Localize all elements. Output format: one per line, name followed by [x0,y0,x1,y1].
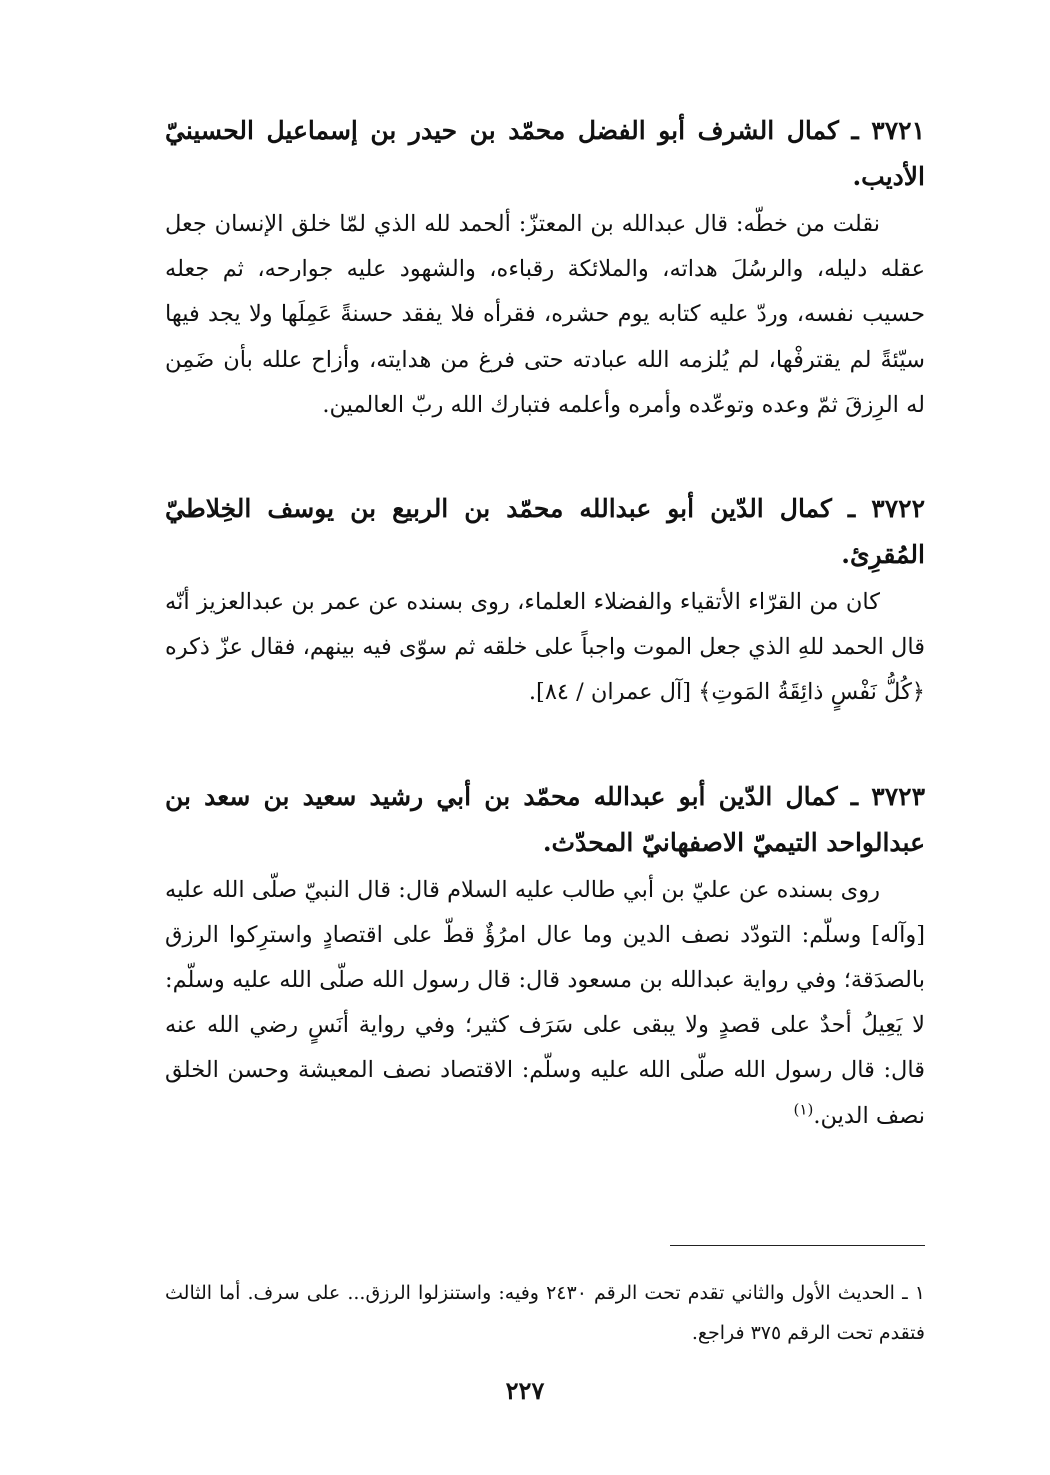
entry-3722 [165,486,925,716]
entry-3723 [165,774,925,1139]
entry-body-text: روى بسنده عن عليّ بن أبي طالب عليه السلام قال: قال النبيّ صلّى الله عليه [وآله] وسلّم: التودّد نصف الدين وما عال امرُؤٌ قطّ على اقتصادٍ واسترِكوا الرزق بالصدَقة؛ وفي رواية عبدالله بن مسعود قال: قال رسول الله صلّى الله عليه وسلّم: لا يَعِيلُ أحدٌ على قصدٍ ولا يبقى على سَرَف كثير؛ وفي رواية أنَسٍ رضي الله عنه قال: قال رسول الله صلّى الله عليه وسلّم: الاقتصاد نصف المعيشة وحسن الخلق نصف الدين. [165,876,925,1129]
footnote: ١ ـ الحديث الأول والثاني تقدم تحت الرقم ٢٤٣٠ وفيه: واستنزلوا الرزق... على سرف. أما الثالث فتقدم تحت الرقم ٣٧٥ فراجع. [165,1282,925,1344]
entry-body [165,868,925,1139]
footnote-reference[interactable]: (١) [793,1100,814,1119]
entry-title: ٣٧٢١ ـ كمال الشرف أبو الفضل محمّد بن حيدر بن إسماعيل الحسينيّ الأديب. [165,116,925,191]
entries-list [165,108,925,1197]
entry-body: نقلت من خطّه: قال عبدالله بن المعتزّ: ألحمد لله الذي لمّا خلق الإنسان جعل عقله دليله، والرسُلَ هداته، والملائكة رقباءه، والشهود عليه جوارحه، ثم جعله حسيب نفسه، وردّ عليه كتابه يوم حشره، فقرأه فلا يفقد حسنةً عَمِلَها ولا يجد فيها سيّئةً لم يقترفْها، لم يُلزمه الله عبادته حتى فرغ من هدايته، وأزاح علله بأن ضَمِن له الرِزقَ ثمّ وعده وتوعّده وأمره وأعلمه فتبارك الله ربّ العالمين. [165,211,925,418]
entry-title: ٣٧٢٢ ـ كمال الدّين أبو عبدالله محمّد بن الربيع بن يوسف الخِلاطيّ المُقرِئ. [165,494,925,570]
footnote-divider [670,1245,925,1246]
page-number: ٢٢٧ [505,1376,545,1405]
entry-body: كان من القرّاء الأتقياء والفضلاء العلماء، روى بسنده عن عمر بن عبدالعزيز أنّه قال الحمد للهِ الذي جعل الموت واجباً على خلقه ثم سوّى فيه بينهم، فقال عزّ ذكره ﴿كُلُّ نَفْسٍ ذائِقَةُ المَوتِ﴾ [آل عمران / ٨٤]. [165,589,925,706]
entry-title: ٣٧٢٣ ـ كمال الدّين أبو عبدالله محمّد بن أبي رشيد سعيد بن سعد بن عبدالواحد التيميّ الاصفهانيّ المحدّث. [165,781,925,857]
entry-3721 [165,108,925,428]
